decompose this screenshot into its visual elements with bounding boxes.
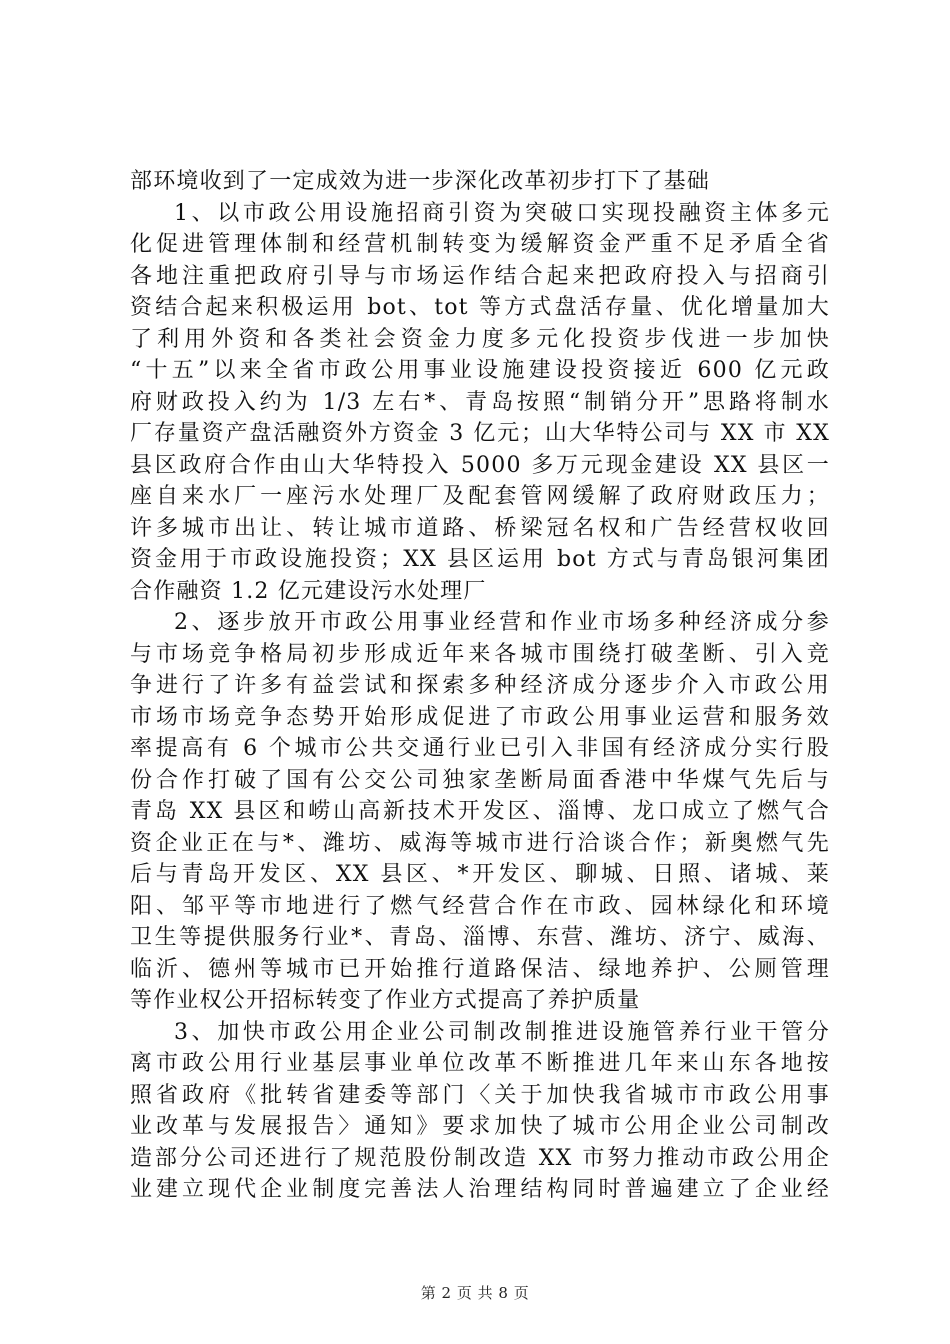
text-line: 化促进管理体制和经营机制转变为缓解资金严重不足矛盾全省 [130,232,830,257]
text-line: 许多城市出让、转让城市道路、桥梁冠名权和广告经营权收回 [130,515,830,541]
text-line: 业改革与发展报告〉通知》要求加快了城市公用企业公司制改 [130,1114,830,1139]
text-line: 了利用外资和各类社会资金力度多元化投资步伐进一步加快 [130,326,830,352]
text-line: 后与青岛开发区、XX 县区、*开发区、聊城、日照、诸城、莱 [130,862,830,887]
text-line: 2、逐步放开市政公用事业经营和作业市场多种经济成分参 [174,610,830,635]
text-line: 部环境收到了一定成效为进一步深化改革初步打下了基础 [130,169,711,194]
text-line: 照省政府《批转省建委等部门〈关于加快我省城市市政公用事 [130,1082,830,1108]
text-line: 争进行了许多有益尝试和探索多种经济成分逐步介入市政公用 [130,673,830,698]
text-line: 份合作打破了国有公交公司独家垄断局面香港中华煤气先后与 [130,767,830,793]
text-line: 离市政公用行业基层事业单位改革不断推进几年来山东各地按 [130,1051,830,1076]
text-line: 等作业权公开招标转变了作业方式提高了养护质量 [130,988,641,1013]
text-line: 3、加快市政公用企业公司制改制推进设施管养行业干管分 [174,1019,830,1045]
text-line: 资结合起来积极运用 bot、tot 等方式盘活存量、优化增量加大 [130,295,830,320]
text-line: 卫生等提供服务行业*、青岛、淄博、东营、潍坊、济宁、威海、 [130,925,830,950]
text-line: 青岛 XX 县区和崂山高新技术开发区、淄博、龙口成立了燃气合 [130,799,830,824]
text-line: 临沂、德州等城市已开始推行道路保洁、绿地养护、公厕管理 [130,956,830,982]
text-line: 与市场竞争格局初步形成近年来各城市围绕打破垄断、引入竞 [130,641,830,667]
text-line: 业建立现代企业制度完善法人治理结构同时普遍建立了企业经 [130,1177,830,1202]
text-line: 1、以市政公用设施招商引资为突破口实现投融资主体多元 [174,200,830,226]
text-line: 座自来水厂一座污水处理厂及配套管网缓解了政府财政压力； [130,484,830,509]
text-line: 率提高有 6 个城市公共交通行业已引入非国有经济成分实行股 [130,736,830,761]
text-line: 合作融资 1.2 亿元建设污水处理厂 [130,578,487,604]
text-line: 各地注重把政府引导与市场运作结合起来把政府投入与招商引 [130,263,830,289]
text-line: “十五”以来全省市政公用事业设施建设投资接近 600 亿元政 [130,358,830,383]
document-body [130,166,830,1206]
text-line: 市场市场竞争态势开始形成促进了市政公用事业运营和服务效 [130,704,830,730]
text-line: 资金用于市政设施投资；XX 县区运用 bot 方式与青岛银河集团 [130,547,830,572]
text-line: 造部分公司还进行了规范股份制改造 XX 市努力推动市政公用企 [130,1145,830,1171]
text-line: 资企业正在与*、潍坊、威海等城市进行洽谈合作；新奥燃气先 [130,830,830,856]
text-line: 阳、邹平等市地进行了燃气经营合作在市政、园林绿化和环境 [130,893,830,919]
text-line: 县区政府合作由山大华特投入 5000 多万元现金建设 XX 县区一 [130,452,830,478]
text-line: 府财政投入约为 1/3 左右*、青岛按照“制销分开”思路将制水 [130,389,830,415]
page-number-footer: 第 2 页 共 8 页 [420,1284,530,1302]
text-line: 厂存量资产盘活融资外方资金 3 亿元；山大华特公司与 XX 市 XX [130,421,830,446]
